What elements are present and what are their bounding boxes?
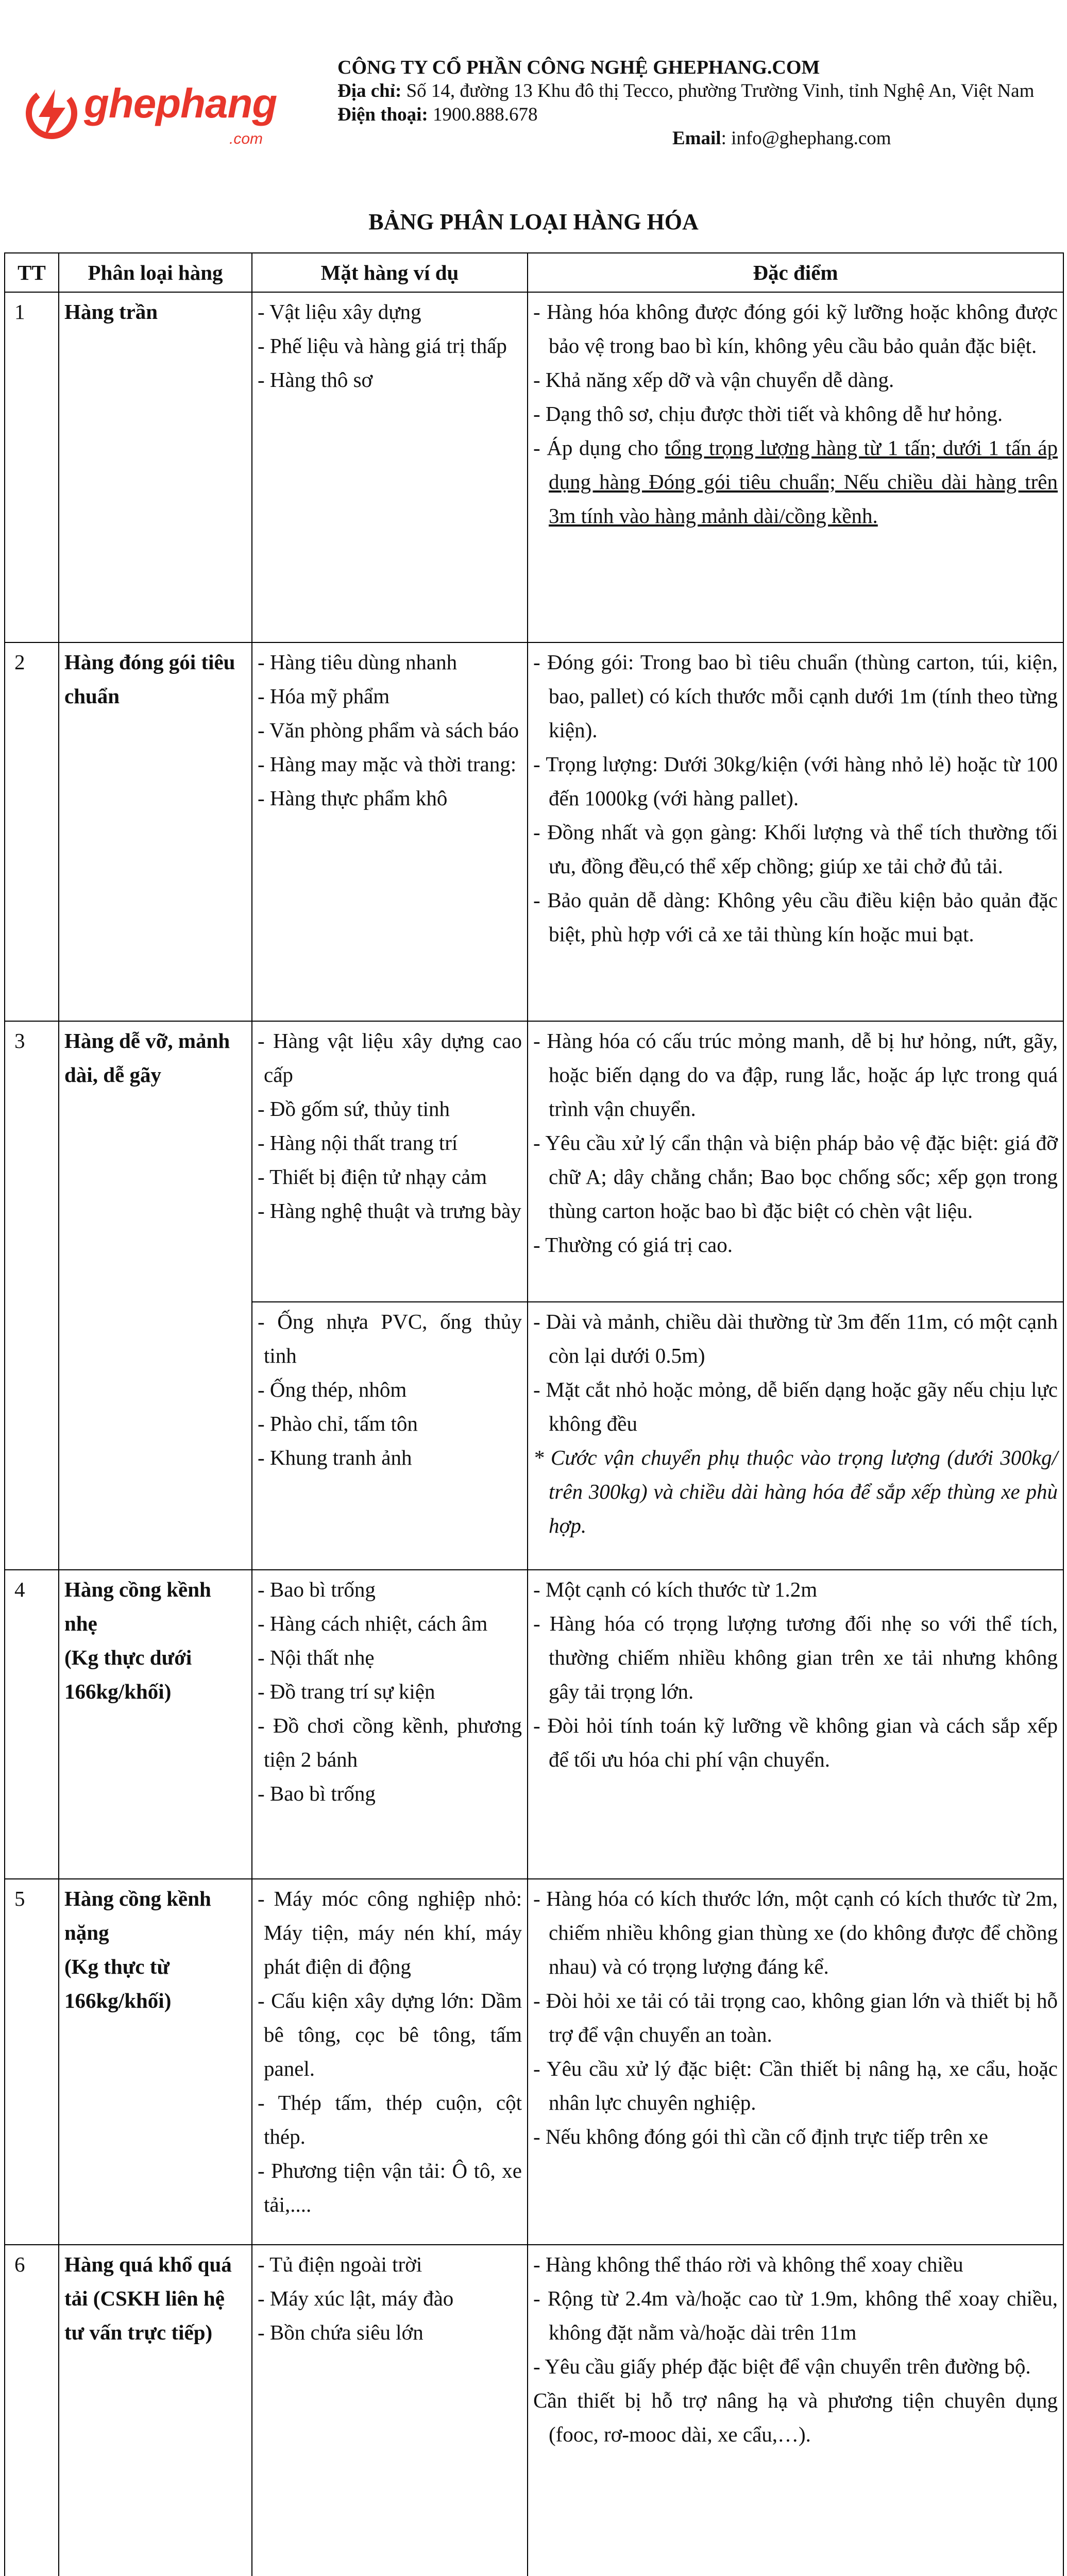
example-item: - Hàng nội thất trang trí bbox=[258, 1131, 458, 1155]
row-number: 6 bbox=[5, 2245, 59, 2576]
example-item: - Tủ điện ngoài trời bbox=[258, 2252, 422, 2276]
table-row bbox=[5, 642, 1063, 1021]
row-examples bbox=[252, 642, 528, 1021]
feature-item: - Bảo quản dễ dàng: Không yêu cầu điều kiện bảo quản đặc biệt, phù hợp với cả xe tải thùng kín hoặc mui bạt. bbox=[533, 888, 1058, 946]
example-item: - Ống thép, nhôm bbox=[258, 1378, 407, 1401]
logo-domain: .com bbox=[229, 130, 263, 147]
example-item: - Hàng nghệ thuật và trưng bày bbox=[258, 1199, 521, 1223]
logo-wordmark: ghephang bbox=[84, 80, 277, 126]
table-header-row bbox=[5, 253, 1063, 292]
feature-item: - Yêu cầu xử lý cẩn thận và biện pháp bảo vệ đặc biệt: giá đỡ chữ A; dây chằng chắn; Bao bọc chống sốc; xếp gọn trong thùng carton hoặc bao bì đặc biệt có chèn vật liệu. bbox=[533, 1131, 1058, 1223]
header-examples: Mặt hàng ví dụ bbox=[252, 253, 528, 292]
feature-item: - Đòi hỏi xe tải có tải trọng cao, không gian lớn và thiết bị hỗ trợ để vận chuyển an toàn. bbox=[533, 1989, 1058, 2046]
feature-item: - Hàng hóa có kích thước lớn, một cạnh có kích thước từ 2m, chiếm nhiều không gian thùng xe (do không được để chồng nhau) và có trọng lượng đáng kể. bbox=[533, 1887, 1058, 1978]
example-item: - Bao bì trống bbox=[258, 1782, 376, 1805]
feature-item: - Trọng lượng: Dưới 30kg/kiện (với hàng nhỏ lẻ) hoặc từ 100 đến 1000kg (với hàng pallet). bbox=[533, 752, 1058, 810]
example-item: - Hàng tiêu dùng nhanh bbox=[258, 650, 458, 674]
feature-item: - Đòi hỏi tính toán kỹ lưỡng về không gian và cách sắp xếp để tối ưu hóa chi phí vận chuyển. bbox=[533, 1714, 1058, 1771]
document-title: BẢNG PHÂN LOẠI HÀNG HÓA bbox=[368, 209, 699, 234]
row-number: 3 bbox=[5, 1021, 59, 1570]
feature-item: - Hàng hóa không được đóng gói kỹ lưỡng hoặc không được bảo vệ trong bao bì kín, không yêu cầu bảo quản đặc biệt. bbox=[533, 300, 1058, 358]
example-item: - Hàng may mặc và thời trang: bbox=[258, 752, 517, 776]
feature-item: - Dạng thô sơ, chịu được thời tiết và không dễ hư hỏng. bbox=[533, 402, 1003, 426]
row-number: 1 bbox=[5, 292, 59, 642]
table-row bbox=[5, 1570, 1063, 1879]
row-examples bbox=[252, 2245, 528, 2576]
row-examples bbox=[252, 1570, 528, 1879]
goods-classification-table bbox=[4, 252, 1064, 2576]
company-name: CÔNG TY CỔ PHẦN CÔNG NGHỆ GHEPHANG.COM bbox=[337, 57, 820, 78]
feature-item: - Khả năng xếp dỡ và vận chuyển dễ dàng. bbox=[533, 368, 894, 392]
row-category: Hàng đóng gói tiêu chuẩn bbox=[59, 642, 252, 1021]
row-features bbox=[528, 2245, 1063, 2576]
example-item: - Vật liệu xây dựng bbox=[258, 300, 421, 324]
row-number: 5 bbox=[5, 1879, 59, 2245]
category-subtitle: (Kg thực từ 166kg/khối) bbox=[64, 1955, 172, 2012]
table-row bbox=[5, 1879, 1063, 2245]
feature-item: - Rộng từ 2.4m và/hoặc cao từ 1.9m, không thể xoay chiều, không đặt nằm và/hoặc dài trên 11m bbox=[533, 2286, 1058, 2344]
feature-note: * Cước vận chuyển phụ thuộc vào trọng lượng (dưới 300kg/ trên 300kg) và chiều dài hàng hóa để sắp xếp thùng xe phù hợp. bbox=[533, 1446, 1058, 1537]
example-item: - Hàng cách nhiệt, cách âm bbox=[258, 1612, 488, 1635]
row-features bbox=[528, 1570, 1063, 1879]
feature-item: - Đồng nhất và gọn gàng: Khối lượng và thể tích thường tối ưu, đồng đều,có thể xếp chồng; giúp xe tải chở đủ tải. bbox=[533, 820, 1058, 878]
category-name: Hàng cồng kềnh nặng bbox=[64, 1887, 211, 1944]
example-item: - Ống nhựa PVC, ống thủy tinh bbox=[258, 1310, 522, 1367]
email-label: Email bbox=[672, 128, 721, 149]
row-category: Hàng trần bbox=[59, 292, 252, 642]
feature-item: - Dài và mảnh, chiều dài thường từ 3m đến 11m, có một cạnh còn lại dưới 0.5m) bbox=[533, 1310, 1058, 1367]
row-number: 2 bbox=[5, 642, 59, 1021]
row-category: Hàng dễ vỡ, mảnh dài, dễ gãy bbox=[59, 1021, 252, 1570]
company-email bbox=[672, 127, 891, 150]
company-logo bbox=[23, 75, 312, 162]
example-item: - Hàng vật liệu xây dựng cao cấp bbox=[258, 1029, 522, 1087]
feature-item: - Hàng hóa có trọng lượng tương đối nhẹ so với thể tích, thường chiếm nhiều không gian trên xe tải nhưng không gây tải trọng lớn. bbox=[533, 1612, 1058, 1703]
example-item: - Phào chỉ, tấm tôn bbox=[258, 1412, 418, 1435]
example-item: - Phương tiện vận tải: Ô tô, xe tải,.... bbox=[258, 2159, 522, 2216]
company-address bbox=[337, 79, 1064, 103]
feature-item: - Một cạnh có kích thước từ 1.2m bbox=[533, 1578, 818, 1601]
header-tt: TT bbox=[5, 253, 59, 292]
address-label: Địa chỉ: bbox=[337, 80, 402, 101]
feature-item: - Yêu cầu xử lý đặc biệt: Cần thiết bị nâng hạ, xe cẩu, hoặc nhân lực chuyên nghiệp. bbox=[533, 2057, 1058, 2114]
row-number: 4 bbox=[5, 1570, 59, 1879]
company-header bbox=[23, 52, 1054, 170]
example-item: - Đồ chơi cồng kềnh, phương tiện 2 bánh bbox=[258, 1714, 522, 1771]
example-item: - Đồ gốm sứ, thủy tinh bbox=[258, 1097, 450, 1121]
table-row bbox=[5, 292, 1063, 642]
feature-item bbox=[533, 431, 1058, 533]
company-info bbox=[337, 56, 1064, 149]
phone-value: 1900.888.678 bbox=[433, 104, 538, 125]
feature-item: - Hàng không thể tháo rời và không thể xoay chiều bbox=[533, 2252, 963, 2276]
table-row bbox=[5, 1021, 1063, 1302]
feature-item: - Yêu cầu giấy phép đặc biệt để vận chuyển trên đường bộ. bbox=[533, 2354, 1031, 2378]
feature-item: - Thường có giá trị cao. bbox=[533, 1233, 733, 1257]
feature-note-underlined: tổng trọng lượng hàng từ 1 tấn; dưới 1 tấn áp dụng hàng Đóng gói tiêu chuẩn; Nếu chiều dài hàng trên 3m tính vào hàng mảnh dài/cồng kềnh. bbox=[549, 436, 1058, 528]
row-examples bbox=[252, 292, 528, 642]
example-item: - Hóa mỹ phẩm bbox=[258, 684, 390, 708]
row-features bbox=[528, 292, 1063, 642]
example-item: - Khung tranh ảnh bbox=[258, 1446, 412, 1469]
example-item: - Đồ trang trí sự kiện bbox=[258, 1680, 435, 1703]
example-item: - Nội thất nhẹ bbox=[258, 1646, 375, 1669]
header-features: Đặc điểm bbox=[528, 253, 1063, 292]
example-item: - Cấu kiện xây dựng lớn: Dầm bê tông, cọc bê tông, tấm panel. bbox=[258, 1989, 522, 2080]
row-sub-features bbox=[528, 1302, 1063, 1570]
row-category: Hàng quá khổ quá tải (CSKH liên hệ tư vấn trực tiếp) bbox=[59, 2245, 252, 2576]
lightning-logo-icon bbox=[23, 85, 80, 142]
row-features bbox=[528, 642, 1063, 1021]
example-item: - Bồn chứa siêu lớn bbox=[258, 2320, 424, 2344]
example-item: - Phế liệu và hàng giá trị thấp bbox=[258, 334, 507, 358]
row-examples bbox=[252, 1021, 528, 1302]
row-examples bbox=[252, 1879, 528, 2245]
feature-note-prefix: - Áp dụng cho bbox=[533, 436, 665, 460]
row-features bbox=[528, 1879, 1063, 2245]
feature-item: - Hàng hóa có cấu trúc mỏng manh, dễ bị hư hỏng, nứt, gãy, hoặc biến dạng do va đập, rung lắc, hoặc áp lực trong quá trình vận chuyển. bbox=[533, 1029, 1058, 1121]
feature-item: - Nếu không đóng gói thì cần cố định trực tiếp trên xe bbox=[533, 2125, 989, 2148]
category-name: Hàng cồng kềnh nhẹ bbox=[64, 1578, 211, 1635]
category-subtitle: (Kg thực dưới 166kg/khối) bbox=[64, 1646, 192, 1703]
feature-item: Cần thiết bị hỗ trợ nâng hạ và phương tiện chuyên dụng (fooc, rơ-mooc dài, xe cẩu,…). bbox=[533, 2388, 1058, 2446]
row-category bbox=[59, 1879, 252, 2245]
example-item: - Máy móc công nghiệp nhỏ: Máy tiện, máy nén khí, máy phát điện di động bbox=[258, 1887, 522, 1978]
table-row bbox=[5, 2245, 1063, 2576]
phone-label: Điện thoại: bbox=[337, 104, 428, 125]
address-value: Số 14, đường 13 Khu đô thị Tecco, phường Trường Vinh, tỉnh Nghệ An, Việt Nam bbox=[406, 80, 1035, 101]
example-item: - Hàng thô sơ bbox=[258, 368, 373, 392]
example-item: - Thép tấm, thép cuộn, cột thép. bbox=[258, 2091, 522, 2148]
header-category: Phân loại hàng bbox=[59, 253, 252, 292]
row-sub-examples bbox=[252, 1302, 528, 1570]
email-value: : info@ghephang.com bbox=[721, 128, 891, 149]
feature-item: - Đóng gói: Trong bao bì tiêu chuẩn (thùng carton, túi, kiện, bao, pallet) có kích thước mỗi cạnh dưới 1m (tính theo từng kiện). bbox=[533, 650, 1058, 742]
feature-item: - Mặt cắt nhỏ hoặc mỏng, dễ biến dạng hoặc gãy nếu chịu lực không đều bbox=[533, 1378, 1058, 1435]
example-item: - Văn phòng phẩm và sách báo bbox=[258, 718, 519, 742]
example-item: - Máy xúc lật, máy đào bbox=[258, 2286, 454, 2310]
example-item: - Hàng thực phẩm khô bbox=[258, 786, 448, 810]
example-item: - Bao bì trống bbox=[258, 1578, 376, 1601]
company-phone bbox=[337, 103, 1064, 127]
row-category bbox=[59, 1570, 252, 1879]
row-features bbox=[528, 1021, 1063, 1302]
example-item: - Thiết bị điện tử nhạy cảm bbox=[258, 1165, 487, 1189]
